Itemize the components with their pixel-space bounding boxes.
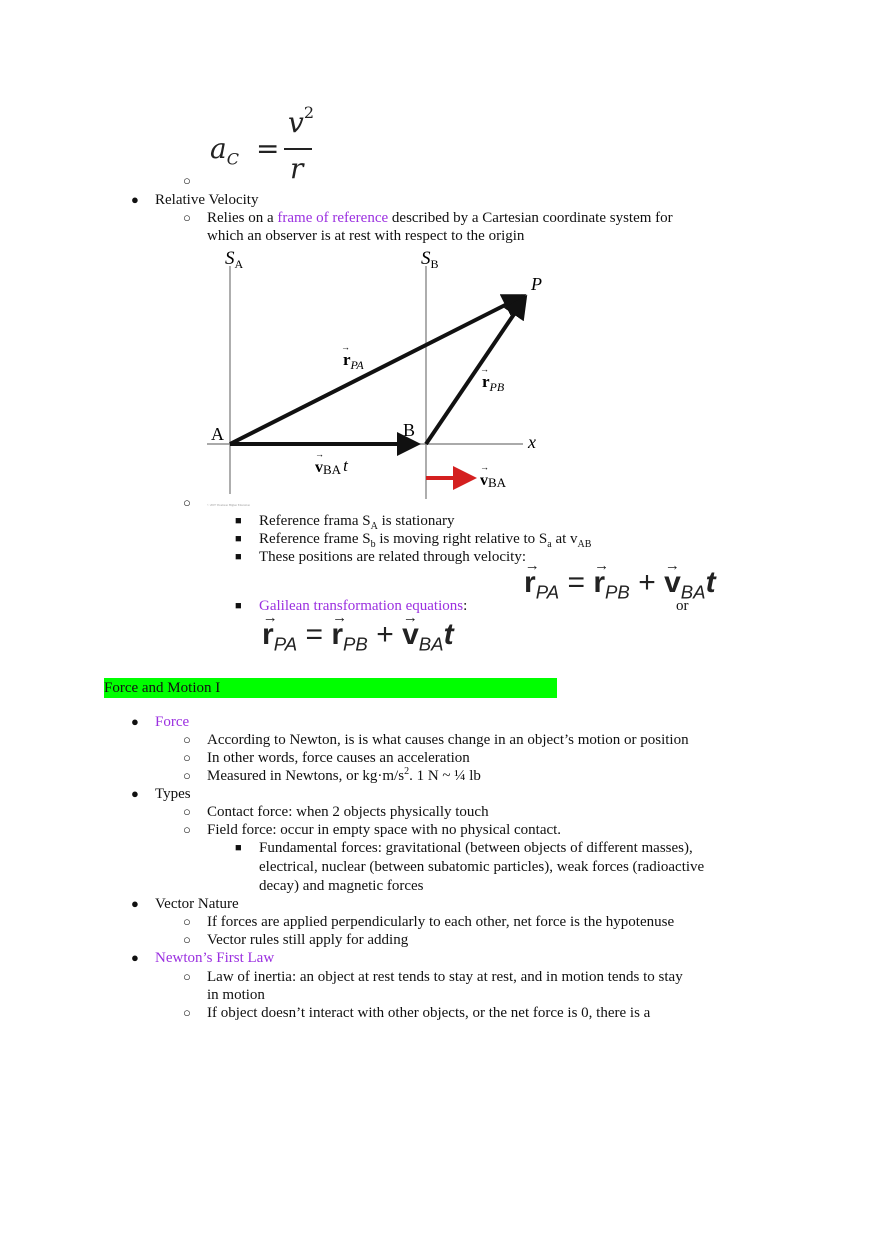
circle-bullet: ○ (183, 969, 191, 984)
force-measured: Measured in Newtons, or $kg\cdot m/s^2$. 1 N ~ ¼ lb (207, 766, 481, 784)
formula-den: r (290, 152, 304, 185)
label-sa: $S_A$ (225, 248, 244, 271)
galilean-equation: → $r_{PA}$ = → $r_{PB}$ + → $v_{BA}t$ (262, 618, 454, 656)
circle-bullet: ○ (183, 732, 191, 747)
force-link[interactable]: Force (155, 714, 190, 730)
formula-lhs: a (210, 132, 227, 165)
label-sb: $S_B$ (421, 248, 439, 271)
circle-bullet: ○ (183, 210, 191, 225)
svg-text:→: → (480, 364, 489, 374)
fundamental-forces: Fundamental forces: gravitational (between objects of different masses), (259, 840, 693, 856)
square-bullet: ■ (235, 551, 242, 563)
formula-lhs-sub: C (226, 149, 239, 169)
circle-bullet: ○ (183, 822, 191, 837)
bullet: ● (131, 896, 139, 911)
relies-text-line2: which an observer is at rest with respect to the origin (207, 228, 525, 244)
circle-bullet: ○ (183, 495, 191, 510)
square-bullet: ■ (235, 600, 242, 612)
reference-frame-a: Reference frama $S_A$ is stationary (259, 513, 455, 532)
square-bullet: ■ (235, 515, 242, 527)
circle-bullet: ○ (183, 173, 191, 188)
label-vba: vBA (480, 472, 507, 490)
circle-bullet: ○ (183, 750, 191, 765)
label-rpa: $r_{PA}$ (343, 350, 364, 372)
bullet: ● (131, 950, 139, 965)
text: described by a Cartesian coordinate system for (388, 210, 673, 226)
label-b: B (403, 420, 416, 440)
vector-item: Vector rules still apply for adding (207, 932, 409, 948)
galilean-link[interactable]: Galilean transformation equations (259, 598, 464, 614)
field-force: Field force: occur in empty space with no physical contact. (207, 822, 562, 838)
square-bullet: ■ (235, 533, 242, 545)
label-vbat: vBA t (315, 456, 348, 477)
galilean-item: Galilean transformation equations: (259, 598, 468, 614)
label-x: x (528, 432, 536, 452)
svg-text:→: → (480, 462, 489, 472)
square-bullet: ■ (235, 842, 242, 854)
fundamental-forces: decay) and magnetic forces (259, 878, 424, 894)
document-page: $a_C$ = $v^2$ r ○ ● Relative Velocity ○ Relies on a frame of reference described by a Cartesian coordinate system for which an observer is at rest with respect to the origin $S_A$ $S_B$ P A B x $r_{PA}$ → $r_{PB}$ → vBA t → vBA → © 2007 Thomson Higher Education ○ ■ Reference frama $S_A$ is stationary ■ Reference frame $S_b$ is moving right relative to $S_a$ at $v_{AB}$ ■ These positions are related through velocity: → $r_{PA}$ = → $r_{PB}$ + → $v_{BA}t$ or ■ Galilean transformation equations: → $r_{PA}$ = → $r_{PB}$ + → $v_{BA}t$ Force and Motion I ● Force ○ According to Newton, is is what causes change in an object’s motion or position ○ In other words, force causes an acceleration ○ Measured in Newtons, or $kg\cdot m/s^2$. 1 N ~ ¼ lb ● Types ○ Contact force: when 2 objects physically touch ○ Field force: occur in empty space with no physical contact. ■ Fundamental forces: gravitational (between objects of different masses), electrical, nuclear (between subatomic particles), weak forces (radioactive decay) and magnetic forces ● Vector Nature ○ If forces are applied perpendicularly to each other, net force is the hypotenuse ○ Vector rules still apply for adding ● Newton’s First Law ○ Law of inertia: an object at rest tends to stay at rest, and in motion tends to stay in motion ○ If object doesn’t interact with other objects, or the net force is 0, there is a (0, 0, 880, 1247)
newtons-first-law-link[interactable]: Newton’s First Law (155, 950, 275, 966)
bullet: ● (131, 714, 139, 729)
types-title: Types (155, 786, 191, 802)
newton-item: in motion (207, 987, 265, 1003)
circle-bullet: ○ (183, 804, 191, 819)
or-text: or (676, 598, 689, 614)
svg-text:→: → (315, 449, 324, 459)
vector-item: If forces are applied perpendicularly to each other, net force is the hypotenuse (207, 914, 675, 930)
bullet: ● (131, 192, 139, 207)
relative-velocity-diagram (195, 244, 555, 509)
reference-frame-b: Reference frame $S_b$ is moving right relative to $S_a$ at $v_{AB}$ (259, 531, 592, 550)
fundamental-forces: electrical, nuclear (between subatomic particles), weak forces (radioactive (259, 859, 705, 875)
relative-velocity-title: Relative Velocity (155, 192, 259, 208)
circle-bullet: ○ (183, 932, 191, 947)
formula-sup: 2 (303, 103, 315, 122)
label-p: P (531, 274, 542, 294)
circle-bullet: ○ (183, 1005, 191, 1020)
vector-nature-title: Vector Nature (155, 896, 239, 912)
section-heading: Force and Motion I (104, 678, 557, 698)
formula-num: v (288, 106, 304, 139)
relies-text (207, 209, 673, 227)
force-item: According to Newton, is is what causes change in an object’s motion or position (207, 732, 689, 748)
diagram-credit: © 2007 Thomson Higher Education (207, 503, 251, 507)
frame-of-reference-link[interactable]: frame of reference (277, 210, 389, 226)
circle-bullet: ○ (183, 914, 191, 929)
force-item: In other words, force causes an acceleration (207, 750, 470, 766)
galilean-equation-right: → $r_{PA}$ = → $r_{PB}$ + → $v_{BA}t$ (524, 566, 716, 604)
circle-bullet: ○ (183, 768, 191, 783)
contact-force: Contact force: when 2 objects physically touch (207, 804, 489, 820)
svg-text:→: → (341, 342, 350, 352)
newton-item: If object doesn’t interact with other objects, or the net force is 0, there is a (207, 1005, 651, 1021)
text: Relies on a (207, 210, 278, 226)
newton-item: Law of inertia: an object at rest tends to stay at rest, and in motion tends to stay (207, 969, 683, 985)
bullet: ● (131, 786, 139, 801)
positions-related: These positions are related through velocity: (259, 549, 527, 565)
label-rpb: $r_{PB}$ (482, 372, 505, 394)
label-a: A (211, 424, 224, 444)
